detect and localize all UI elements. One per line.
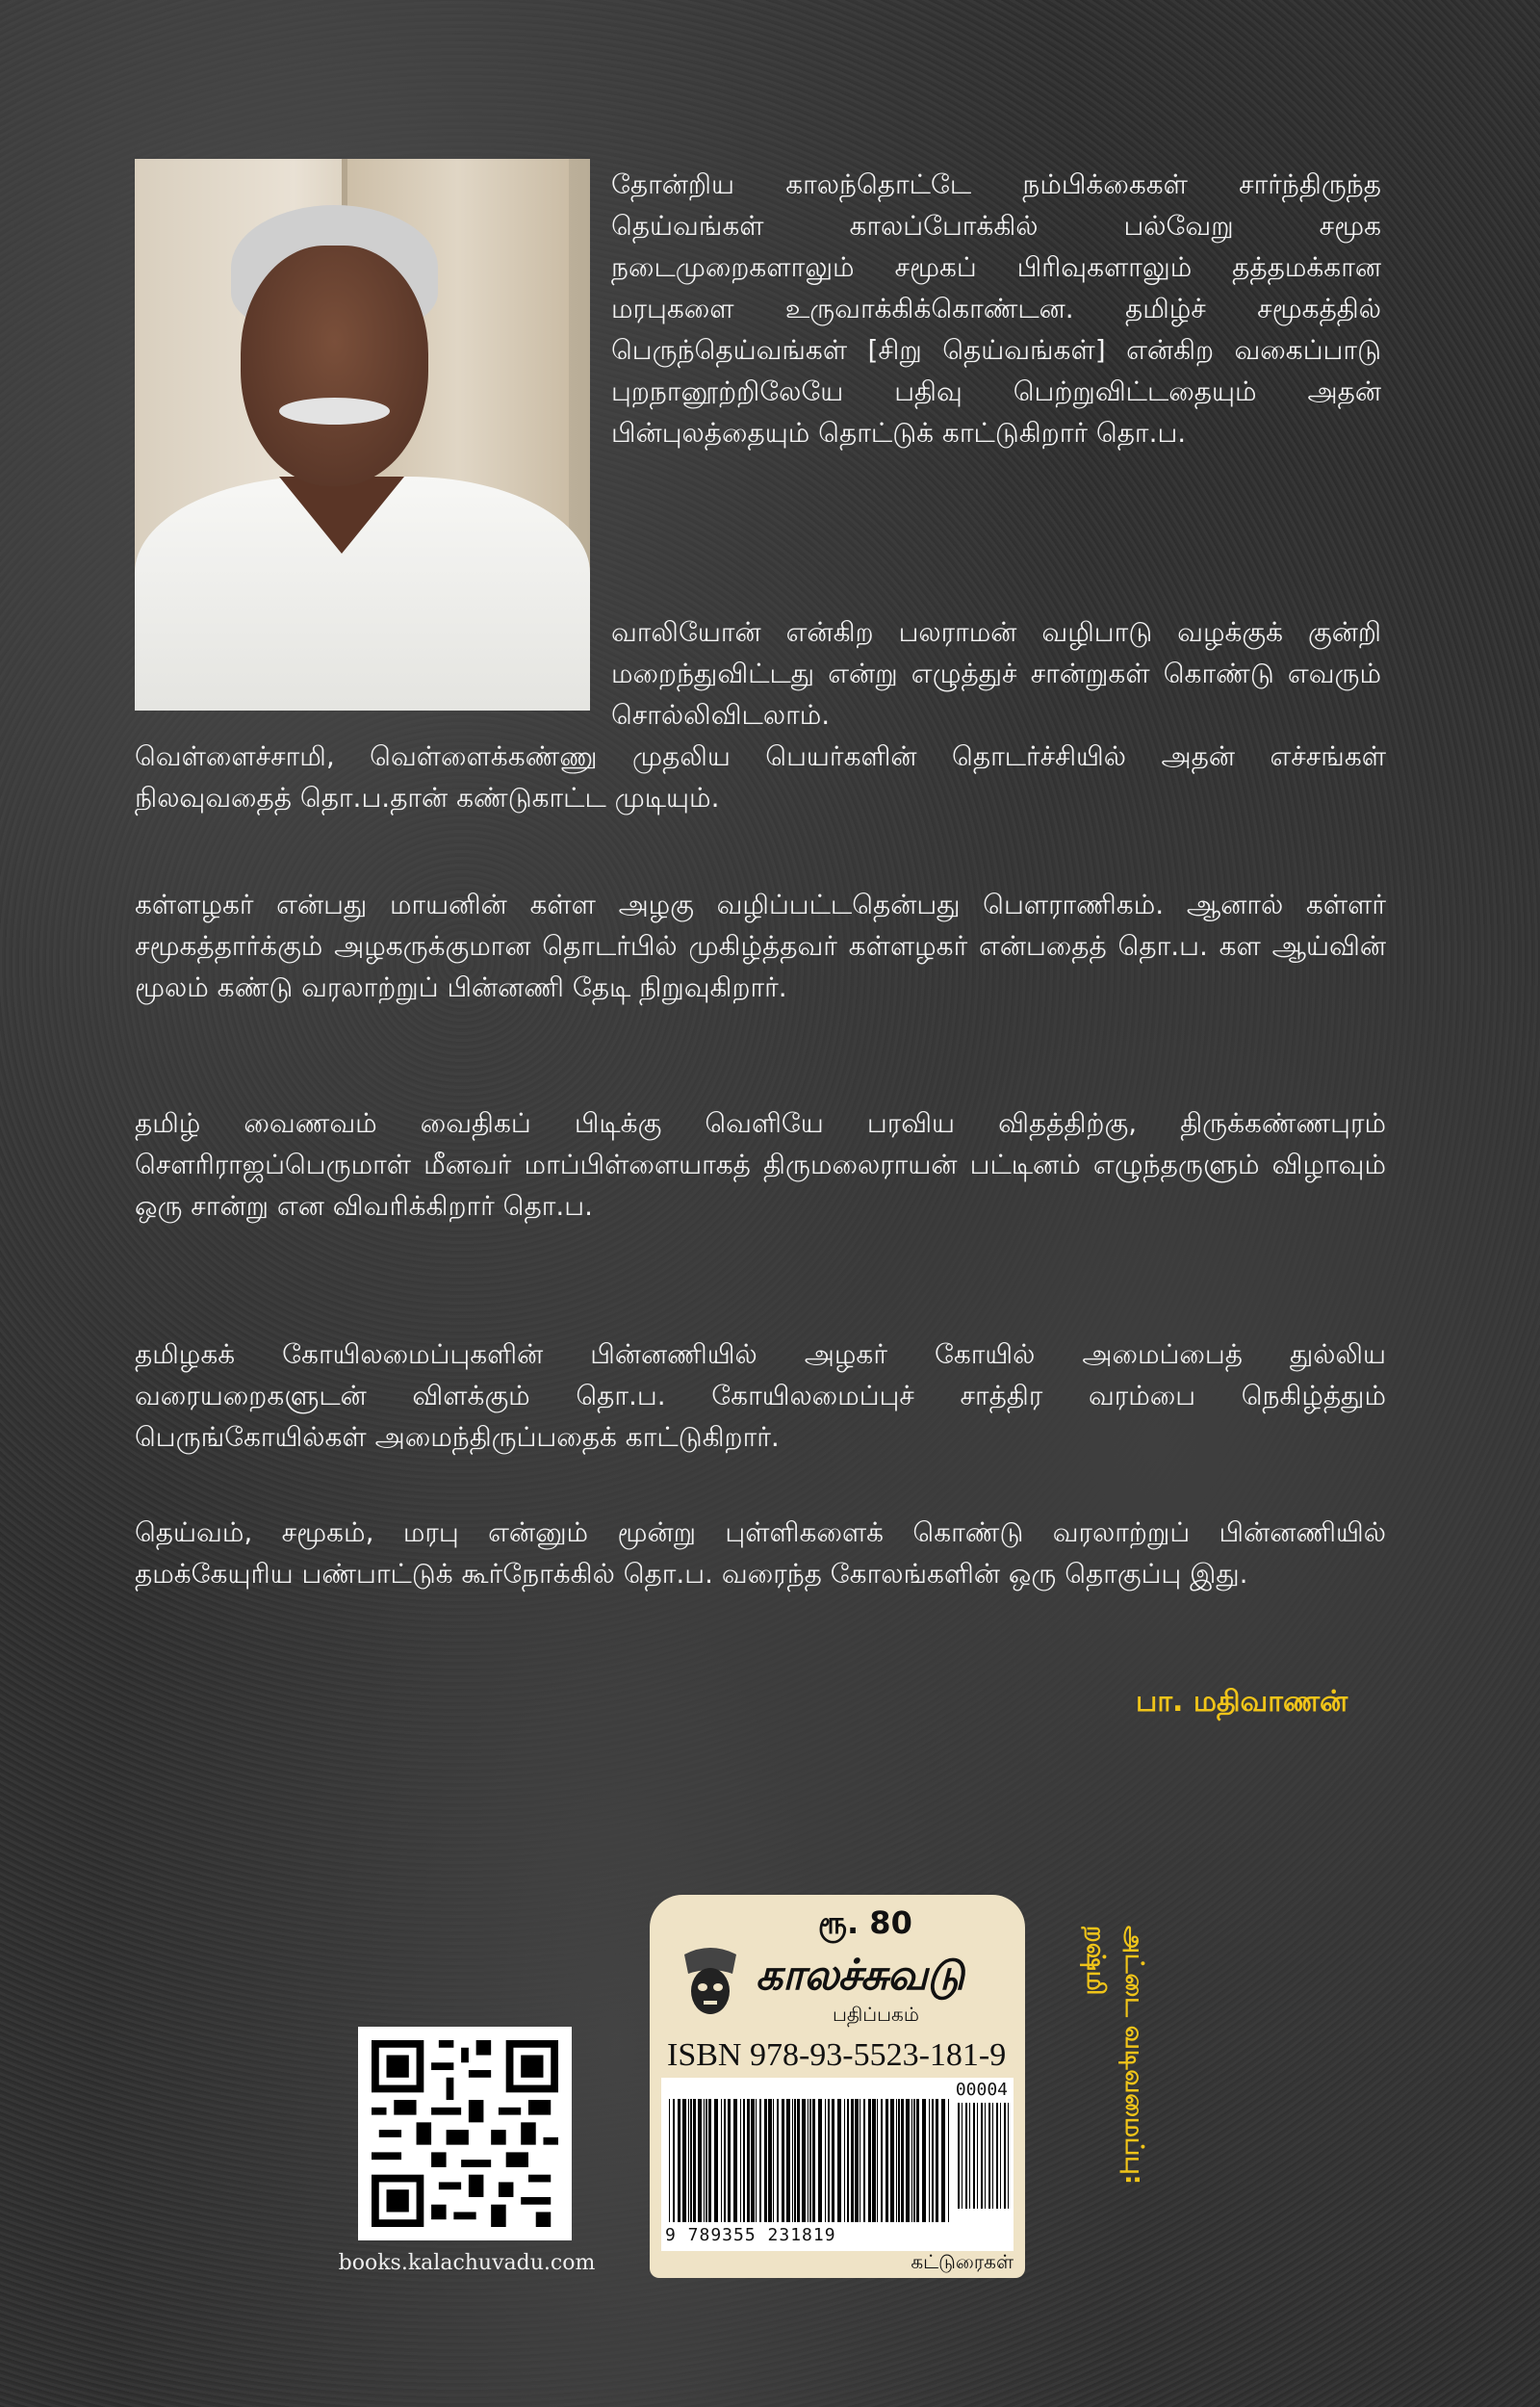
barcode [661, 2078, 1014, 2251]
paragraph-3: கள்ளழகர் என்பது மாயனின் கள்ள அழகு வழிப்பட்டதென்பது பௌராணிகம். ஆனால் கள்ளர் சமூகத்தார்க்கும் அழகருக்குமான தொடர்பில் முகிழ்த்தவர் கள்ளழகர் என்பதைத் தொ.ப. கள ஆய்வின் மூலம் கண்டு வரலாற்றுப் பின்னணி தேடி நிறுவுகிறார். [135, 889, 1386, 1003]
author-signature: பா. மதிவாணன் [1136, 1685, 1348, 1719]
qr-code[interactable] [358, 2027, 572, 2240]
paragraph-6: தெய்வம், சமூகம், மரபு என்னும் மூன்று புள்ளிகளைக் கொண்டு வரலாற்றுப் பின்னணியில் தமக்கேயுரிய பண்பாட்டுக் கூர்நோக்கில் தொ.ப. வரைந்த கோலங்களின் ஒரு தொகுப்பு இது. [135, 1516, 1386, 1590]
book-category: கட்டுரைகள் [911, 2250, 1014, 2273]
website-url[interactable]: books.kalachuvadu.com [338, 2251, 596, 2275]
cover-design-credit [1076, 1926, 1153, 2185]
price-label [650, 1895, 1025, 2278]
paragraph-5: தமிழகக் கோயிலமைப்புகளின் பின்னணியில் அழகர் கோயில் அமைப்பைத் துல்லிய வரையறைகளுடன் விளக்கும் தொ.ப. கோயிலமைப்புச் சாத்திர வரம்பை நெகிழ்த்தும் பெருங்கோயில்கள் அமைந்திருப்பதைக் காட்டுகிறார். [135, 1338, 1386, 1453]
publisher-name: காலச்சுவடு [756, 1951, 964, 2000]
publisher-subtitle: பதிப்பகம் [833, 2003, 919, 2026]
cover-designer-name: றஷ்மி [1081, 1926, 1110, 1996]
paragraph-2-bottom: வெள்ளைச்சாமி, வெள்ளைக்கண்ணு முதலிய பெயர்களின் தொடர்ச்சியில் அதன் எச்சங்கள் நிலவுவதைத் தொ.ப.தான் கண்டுகாட்ட முடியும். [135, 740, 1386, 814]
publisher-logo-icon [677, 1945, 744, 2024]
author-photo [135, 159, 590, 711]
barcode-addon: 00004 [955, 2080, 1008, 2100]
cover-design-label: அட்டை வடிவமைப்பு: [1119, 1926, 1148, 2186]
price: ரூ. 80 [818, 1904, 912, 1941]
isbn: ISBN 978-93-5523-181-9 [667, 2037, 1007, 2073]
paragraph-4: தமிழ் வைணவம் வைதிகப் பிடிக்கு வெளியே பரவிய விதத்திற்கு, திருக்கண்ணபுரம் சௌரிராஜப்பெருமாள் மீனவர் மாப்பிள்ளையாகத் திருமலைராயன் பட்டினம் எழுந்தருளும் விழாவும் ஒரு சான்று என விவரிக்கிறார் தொ.ப. [135, 1107, 1386, 1222]
qr-code-icon [372, 2040, 558, 2227]
paragraph-2-top: வாலியோன் என்கிற பலராமன் வழிபாடு வழக்குக் குன்றி மறைந்துவிட்டது என்று எழுத்துச் சான்றுகள் கொண்டு எவரும் சொல்லிவிடலாம். [611, 616, 1381, 731]
paragraph-1: தோன்றிய காலந்தொட்டே நம்பிக்கைகள் சார்ந்திருந்த தெய்வங்கள் காலப்போக்கில் பல்வேறு சமூக நடைமுறைகளாலும் சமூகப் பிரிவுகளாலும் தத்தமக்கான மரபுகளை உருவாக்கிக்கொண்டன. தமிழ்ச் சமூகத்தில் பெருந்தெய்வங்கள் [சிறு தெய்வங்கள்] என்கிற வகைப்பாடு புறநானூற்றிலேயே பதிவு பெற்றுவிட்டதையும் அதன் பின்புலத்தையும் தொட்டுக் காட்டுகிறார் தொ.ப. [611, 168, 1381, 449]
barcode-digits: 9 789355 231819 [665, 2225, 836, 2245]
